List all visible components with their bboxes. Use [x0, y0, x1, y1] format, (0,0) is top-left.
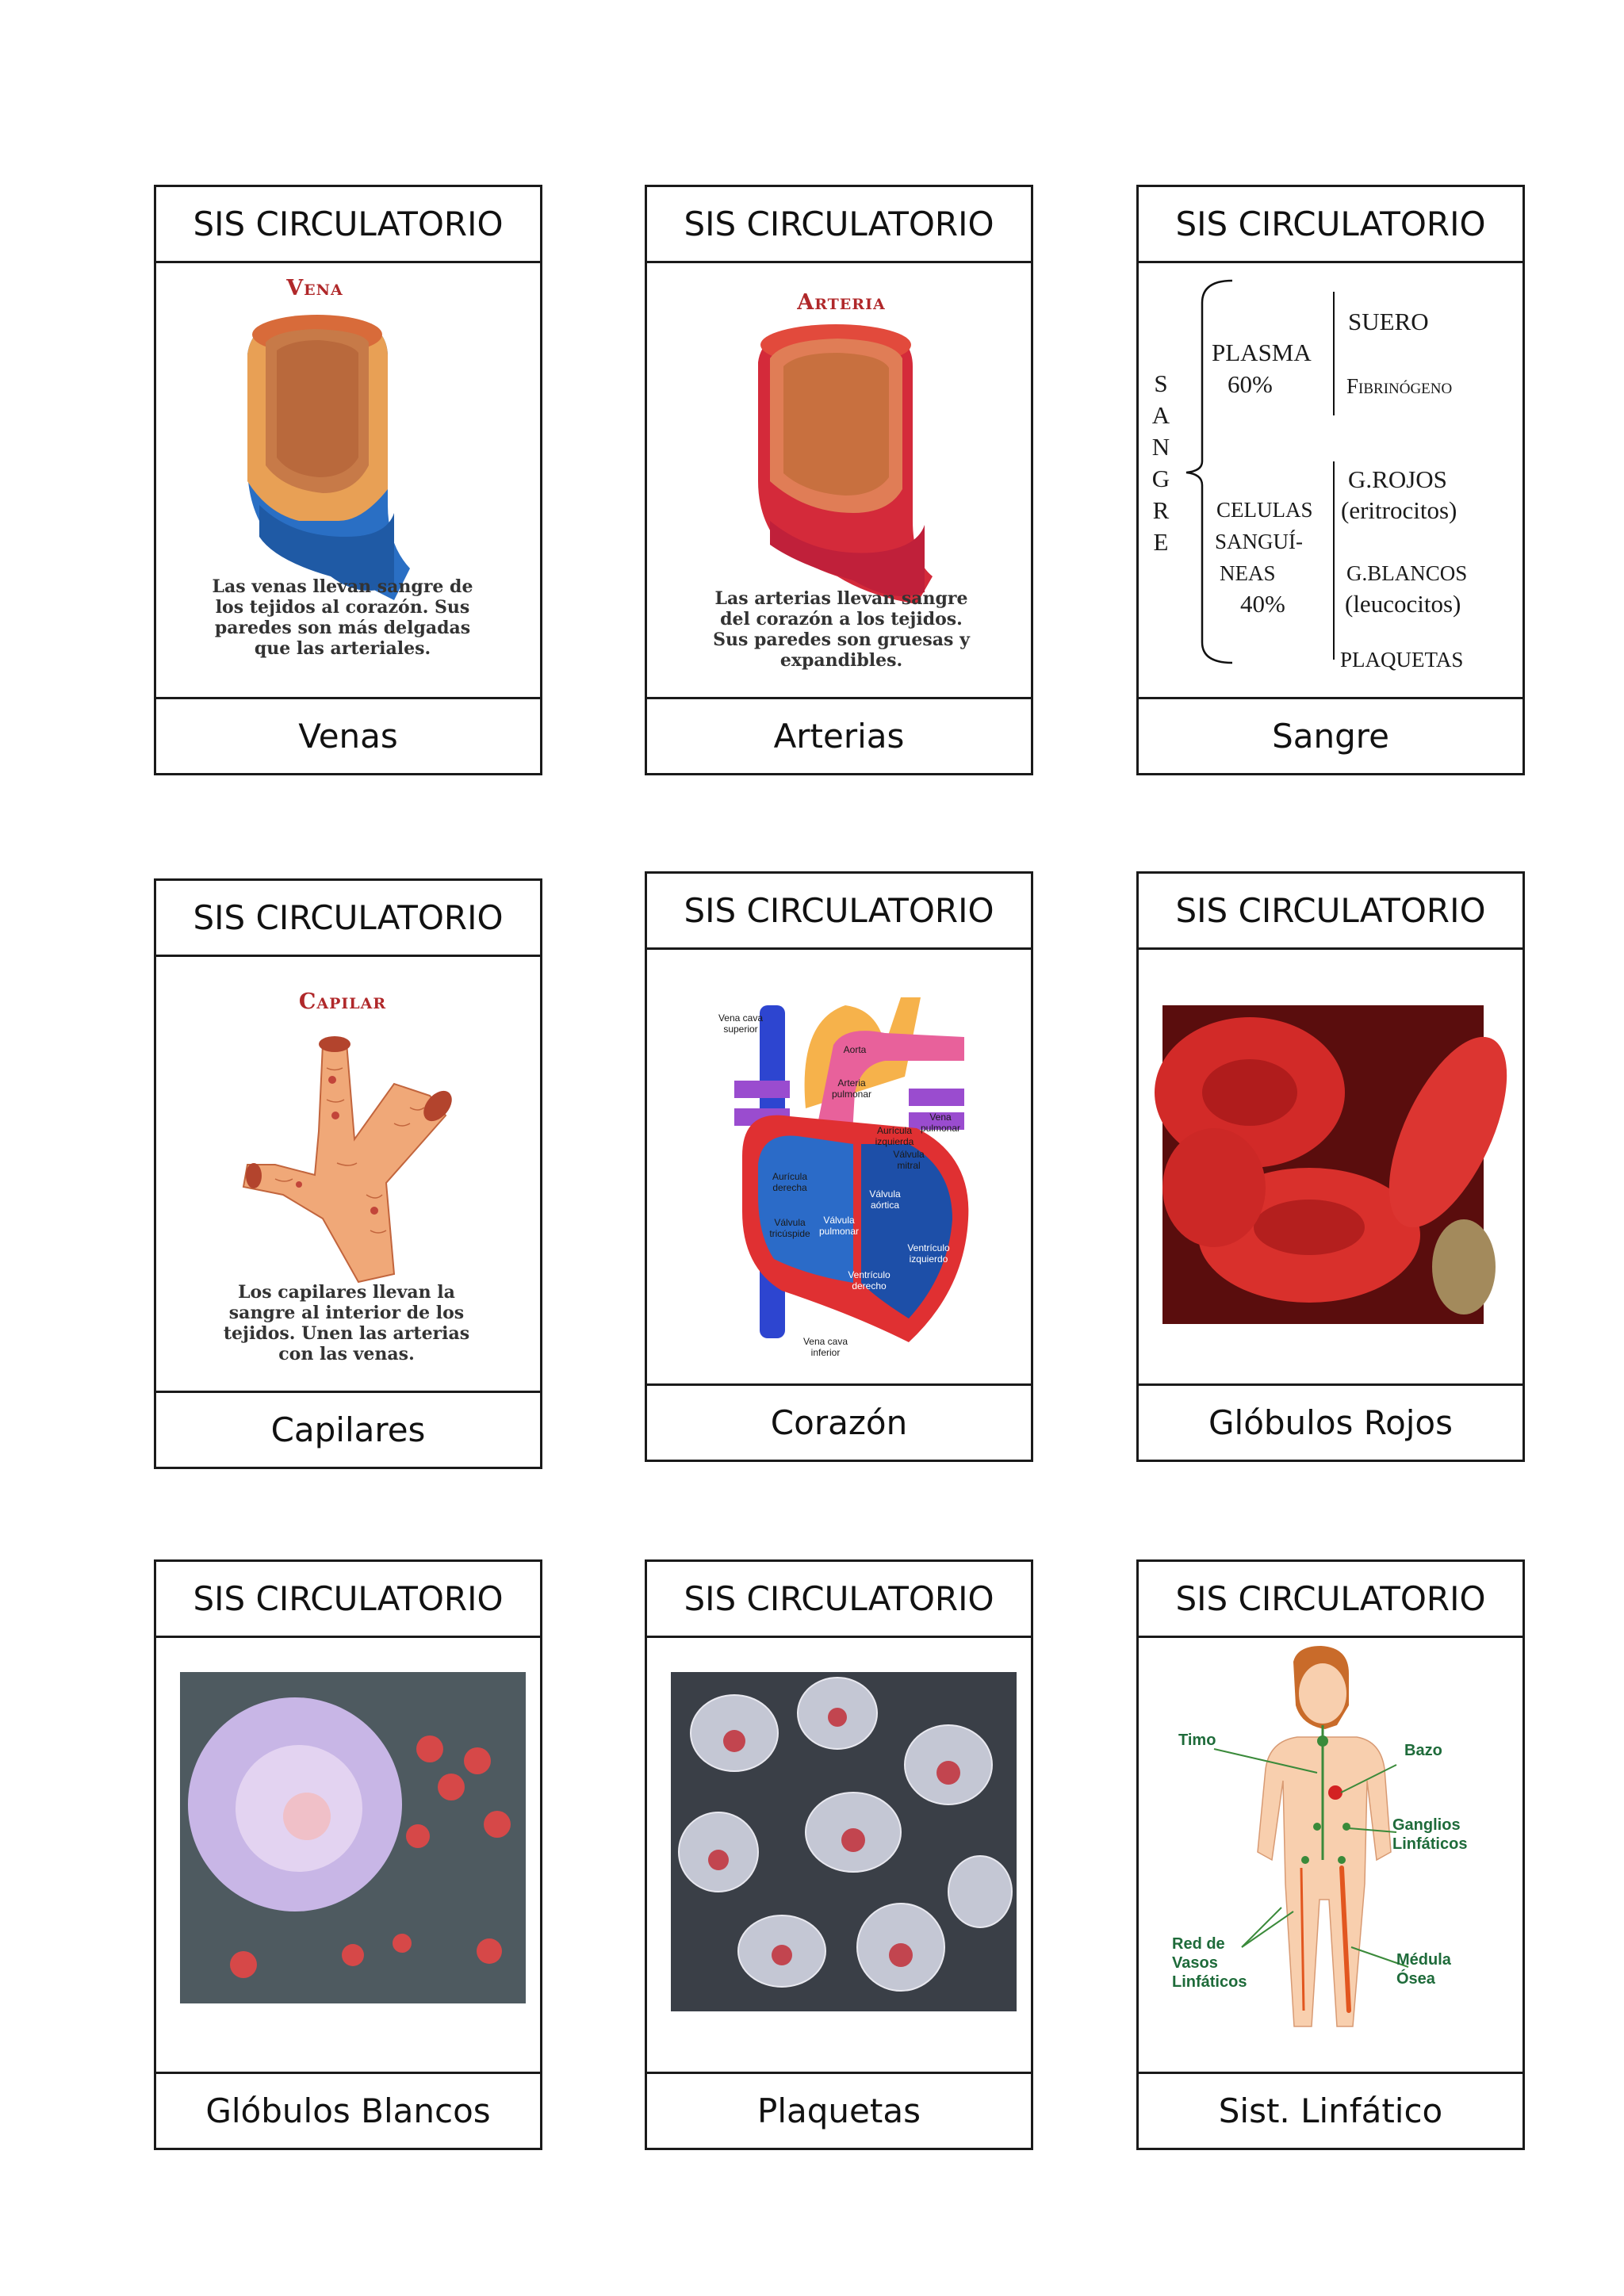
- svg-text:Vena cava: Vena cava: [802, 1336, 848, 1347]
- image-caption: [212, 1282, 481, 1364]
- svg-text:Aurícula: Aurícula: [876, 1125, 913, 1136]
- blood-composition-schema: [1139, 263, 1522, 697]
- svg-text:S: S: [1154, 369, 1168, 397]
- image-title: Arteria: [797, 290, 886, 315]
- body-figure: [1258, 1646, 1391, 2026]
- card-header: SIS CIRCULATORIO: [1139, 1562, 1522, 1638]
- svg-text:Ósea: Ósea: [1396, 1970, 1435, 1988]
- card-sist-linfatico: [1136, 1559, 1525, 2150]
- blancos-label: G.BLANCOS: [1346, 561, 1468, 585]
- svg-text:pulmonar: pulmonar: [831, 1089, 872, 1100]
- rojos-sub: (eritrocitos): [1341, 496, 1457, 524]
- caption-line: Sus paredes son gruesas y: [713, 629, 970, 650]
- plaquetas-label: PLAQUETAS: [1340, 648, 1464, 672]
- caption-line: que las arteriales.: [254, 638, 431, 659]
- capillary-branches: [243, 1036, 458, 1282]
- svg-text:aórtica: aórtica: [870, 1200, 900, 1211]
- card-header: SIS CIRCULATORIO: [647, 187, 1031, 263]
- image-title: Vena: [286, 276, 343, 300]
- svg-text:Red de: Red de: [1172, 1935, 1225, 1953]
- card-body: [647, 950, 1031, 1383]
- card-header: SIS CIRCULATORIO: [156, 187, 540, 263]
- card-header: SIS CIRCULATORIO: [156, 1562, 540, 1638]
- plasma-label: PLASMA: [1212, 339, 1312, 366]
- card-capilares: [154, 878, 542, 1469]
- caption-line: tejidos. Unen las arterias: [223, 1323, 470, 1344]
- svg-text:N: N: [1151, 433, 1170, 461]
- card-sangre: [1136, 185, 1525, 775]
- svg-text:inferior: inferior: [810, 1347, 841, 1358]
- card-footer: Venas: [156, 697, 540, 773]
- image-title: Capilar: [298, 989, 387, 1014]
- card-corazon: [645, 871, 1033, 1462]
- white-blood-cell-photo: [156, 1638, 540, 2072]
- card-footer: Plaquetas: [647, 2072, 1031, 2148]
- card-footer: Glóbulos Rojos: [1139, 1383, 1522, 1460]
- card-arterias: [645, 185, 1033, 775]
- caption-line: Las arterias llevan sangre: [714, 588, 968, 609]
- svg-text:Aorta: Aorta: [843, 1044, 867, 1055]
- card-body: [156, 263, 540, 697]
- caption-line: expandibles.: [779, 650, 903, 671]
- svg-text:Linfáticos: Linfáticos: [1172, 1973, 1247, 1991]
- image-caption: [710, 588, 972, 671]
- celulas-label-1: CELULAS: [1216, 498, 1313, 522]
- celulas-label-2: SANGUÍ-: [1215, 530, 1303, 553]
- card-body: [647, 1638, 1031, 2072]
- card-body: [647, 263, 1031, 697]
- svg-text:superior: superior: [723, 1024, 758, 1035]
- svg-text:Vena: Vena: [929, 1112, 952, 1123]
- svg-text:R: R: [1152, 496, 1170, 524]
- image-caption: [204, 576, 481, 659]
- svg-text:derecha: derecha: [772, 1182, 807, 1193]
- svg-text:Ganglios: Ganglios: [1392, 1816, 1461, 1834]
- caption-line: Los capilares llevan la: [238, 1282, 455, 1303]
- svg-text:A: A: [1151, 401, 1170, 429]
- platelets-photo: [647, 1638, 1031, 2072]
- caption-line: sangre al interior de los: [228, 1303, 465, 1323]
- lymphatic-system-diagram: [1139, 1638, 1522, 2072]
- fibrinogeno-label: Fibrinógeno: [1346, 374, 1453, 398]
- caption-line: los tejidos al corazón. Sus: [215, 597, 470, 618]
- svg-text:Ventrículo: Ventrículo: [848, 1269, 891, 1280]
- svg-text:E: E: [1153, 528, 1169, 556]
- svg-text:Bazo: Bazo: [1404, 1742, 1442, 1759]
- card-header: SIS CIRCULATORIO: [647, 874, 1031, 950]
- card-globulos-rojos: [1136, 871, 1525, 1462]
- vein-vessel: [247, 315, 410, 600]
- card-body: [1139, 950, 1522, 1383]
- card-footer: Sangre: [1139, 697, 1522, 773]
- vertical-word-sangre: [1152, 369, 1170, 556]
- plasma-pct: 60%: [1228, 370, 1273, 398]
- svg-text:Válvula: Válvula: [893, 1149, 925, 1160]
- caption-line: Las venas llevan sangre de: [212, 576, 473, 597]
- svg-text:Válvula: Válvula: [774, 1217, 806, 1228]
- caption-line: con las venas.: [278, 1344, 415, 1364]
- svg-text:pulmonar: pulmonar: [818, 1226, 860, 1237]
- svg-text:Vena cava: Vena cava: [718, 1012, 764, 1024]
- caption-line: paredes son más delgadas: [214, 618, 471, 638]
- card-globulos-blancos: [154, 1559, 542, 2150]
- card-body: [1139, 1638, 1522, 2072]
- card-header: SIS CIRCULATORIO: [647, 1562, 1031, 1638]
- svg-text:Timo: Timo: [1178, 1732, 1216, 1749]
- svg-text:mitral: mitral: [897, 1160, 921, 1171]
- svg-text:Ventrículo: Ventrículo: [907, 1242, 950, 1253]
- card-header: SIS CIRCULATORIO: [1139, 874, 1522, 950]
- svg-text:Aurícula: Aurícula: [772, 1171, 808, 1182]
- card-footer: Sist. Linfático: [1139, 2072, 1522, 2148]
- rojos-label: G.ROJOS: [1348, 465, 1447, 493]
- artery-vessel: [758, 324, 933, 604]
- svg-text:Arteria: Arteria: [837, 1077, 866, 1089]
- card-body: [156, 957, 540, 1391]
- svg-text:Linfáticos: Linfáticos: [1392, 1835, 1468, 1853]
- card-footer: Arterias: [647, 697, 1031, 773]
- card-footer: Capilares: [156, 1391, 540, 1467]
- card-body: [1139, 263, 1522, 697]
- card-footer: Corazón: [647, 1383, 1031, 1460]
- svg-text:derecho: derecho: [852, 1280, 887, 1292]
- celulas-pct: 40%: [1240, 590, 1285, 618]
- svg-text:G: G: [1151, 465, 1170, 492]
- card-plaquetas: [645, 1559, 1033, 2150]
- svg-text:Médula: Médula: [1396, 1951, 1451, 1969]
- blancos-sub: (leucocitos): [1345, 590, 1461, 618]
- svg-text:pulmonar: pulmonar: [920, 1123, 961, 1134]
- red-blood-cells-photo: [1139, 950, 1522, 1383]
- svg-text:tricúspide: tricúspide: [769, 1228, 810, 1239]
- heart-diagram: [647, 950, 1031, 1383]
- svg-text:Vasos: Vasos: [1172, 1954, 1218, 1972]
- card-venas: [154, 185, 542, 775]
- card-footer: Glóbulos Blancos: [156, 2072, 540, 2148]
- svg-text:Válvula: Válvula: [823, 1215, 855, 1226]
- celulas-label-3: NEAS: [1220, 561, 1276, 585]
- suero-label: SUERO: [1348, 308, 1429, 335]
- svg-text:izquierdo: izquierdo: [909, 1253, 948, 1265]
- svg-text:izquierda: izquierda: [875, 1136, 914, 1147]
- card-body: [156, 1638, 540, 2072]
- caption-line: del corazón a los tejidos.: [720, 609, 963, 629]
- card-header: SIS CIRCULATORIO: [156, 881, 540, 957]
- card-header: SIS CIRCULATORIO: [1139, 187, 1522, 263]
- svg-text:Válvula: Válvula: [869, 1188, 901, 1200]
